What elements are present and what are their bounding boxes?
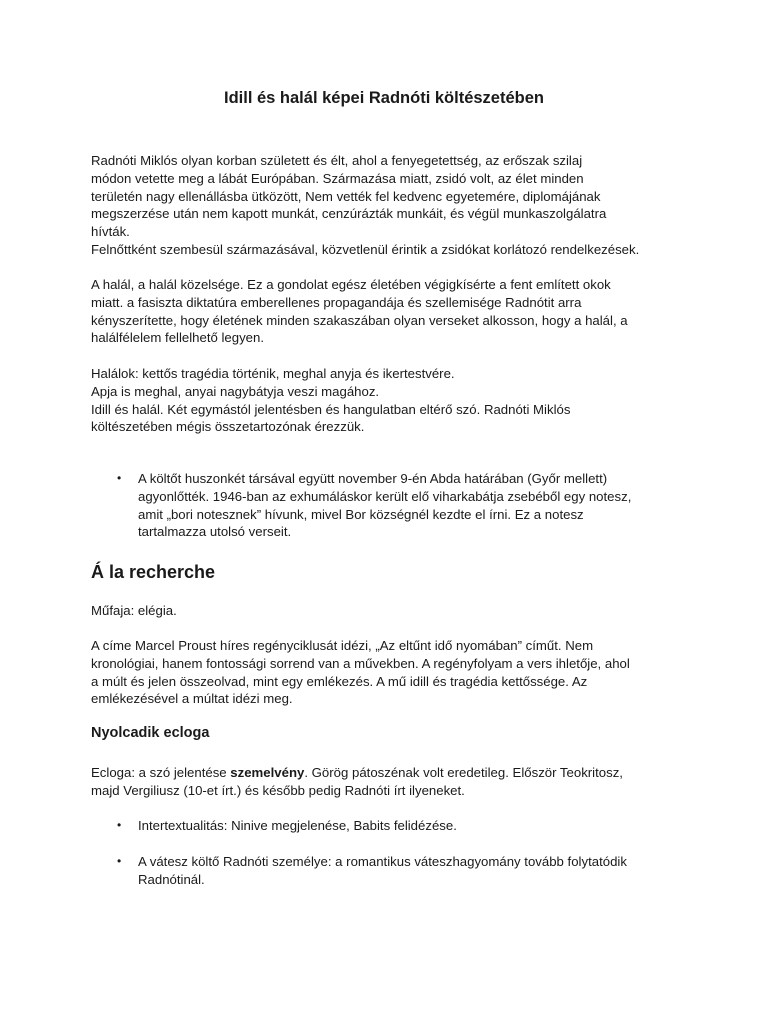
- text-line: Felnőttként szembesül származásával, közvetlenül érintik a zsidókat korlátozó rendelkezések.: [91, 241, 640, 257]
- genre-line: [91, 602, 691, 620]
- text-line: területén nagy ellenállásba ütközött, Nem vették fel kedvenc egyetemére, diplomájának: [91, 188, 601, 204]
- bullet-icon: •: [117, 854, 122, 868]
- text-run: . Görög pátoszénak volt eredetileg. Először Teokritosz,: [304, 765, 623, 780]
- text-line: A címe Marcel Proust híres regényciklusát idézi, „Az eltűnt idő nyomában” címűt. Nem: [91, 638, 594, 653]
- section1-paragraph: [91, 637, 691, 708]
- text-line: kronológiai, hanem fontossági sorrend van a művekben. A regényfolyam a vers ihletője, ahol: [91, 655, 630, 671]
- bullet-icon: •: [117, 471, 122, 485]
- document-title: Idill és halál képei Radnóti költészetében: [223, 89, 544, 107]
- text-line: A vátesz költő Radnóti személye: a romantikus váteszhagyomány tovább folytatódik: [138, 854, 627, 869]
- text-line: agyonlőtték. 1946-ban az exhumáláskor került elő viharkabátja zsebéből egy notesz,: [138, 488, 632, 504]
- text-line: majd Vergiliusz (10-et írt.) és később pedig Radnóti írt ilyeneket.: [91, 782, 465, 798]
- text-line: Műfaja: elégia.: [91, 603, 177, 618]
- intro-paragraph-2: [91, 276, 691, 347]
- text-line: miatt. a fasiszta diktatúra emberellenes propagandája és szellemisége Radnótit arra: [91, 294, 582, 310]
- ecloga-paragraph: [91, 764, 691, 800]
- text-line: hívták.: [91, 224, 130, 240]
- text-line: halálfélelem fellelhető legyen.: [91, 330, 265, 346]
- bullet-icon: •: [117, 818, 122, 832]
- section-heading-nyolcadik-ecloga: Nyolcadik ecloga: [91, 725, 210, 741]
- text-line: Idill és halál. Két egymástól jelentésben és hangulatban eltérő szó. Radnóti Miklós: [91, 401, 571, 417]
- text-line: Intertextualitás: Ninive megjelenése, Babits felidézése.: [138, 818, 457, 833]
- text-line: megszerzése után nem kapott munkát, cenzúrázták munkáit, és végül munkaszolgálatra: [91, 206, 607, 222]
- text-line: emlékezésével a múltat idézi meg.: [91, 691, 293, 707]
- text-run: Ecloga: a szó jelentése: [91, 765, 231, 780]
- text-line: tartalmazza utolsó verseit.: [138, 524, 292, 540]
- text-line: A halál, a halál közelsége. Ez a gondolat egész életében végigkísérte a fent említett okok: [91, 277, 611, 292]
- text-line: költészetében mégis összetartozónak érezzük.: [91, 419, 365, 435]
- text-line: Radnóti Miklós olyan korban született és élt, ahol a fenyegetettség, az erőszak szilaj: [91, 153, 583, 168]
- text-line: [91, 764, 691, 782]
- list-item-notebook: [138, 470, 698, 541]
- emphasis-text: szemelvény: [230, 765, 305, 780]
- text-line: a múlt és jelen összeolvad, mint egy emlékezés. A mű idill és tragédia kettőssége. Az: [91, 673, 588, 689]
- text-line: Apja is meghal, anyai nagybátyja veszi magához.: [91, 383, 380, 399]
- intro-paragraph-1: [91, 152, 691, 259]
- text-line: amit „bori notesznek” hívunk, mivel Bor községnél kezdte el írni. Ez a notesz: [138, 506, 584, 522]
- text-line: Halálok: kettős tragédia történik, meghal anyja és ikertestvére.: [91, 366, 455, 381]
- text-line: módon vetette meg a lábát Európában. Származása miatt, zsidó volt, az élet minden: [91, 170, 584, 186]
- text-line: kényszerítette, hogy életének minden szakaszában olyan verseket alkosson, hogy a halál, a: [91, 312, 628, 328]
- text-line: A költőt huszonkét társával együtt november 9-én Abda határában (Győr mellett): [138, 471, 608, 486]
- section-heading-a-la-recherche: Á la recherche: [91, 562, 216, 582]
- list-item-intertextuality: [138, 817, 698, 835]
- text-line: Radnótinál.: [138, 871, 205, 887]
- intro-paragraph-3: [91, 365, 691, 436]
- list-item-vates: [138, 853, 698, 889]
